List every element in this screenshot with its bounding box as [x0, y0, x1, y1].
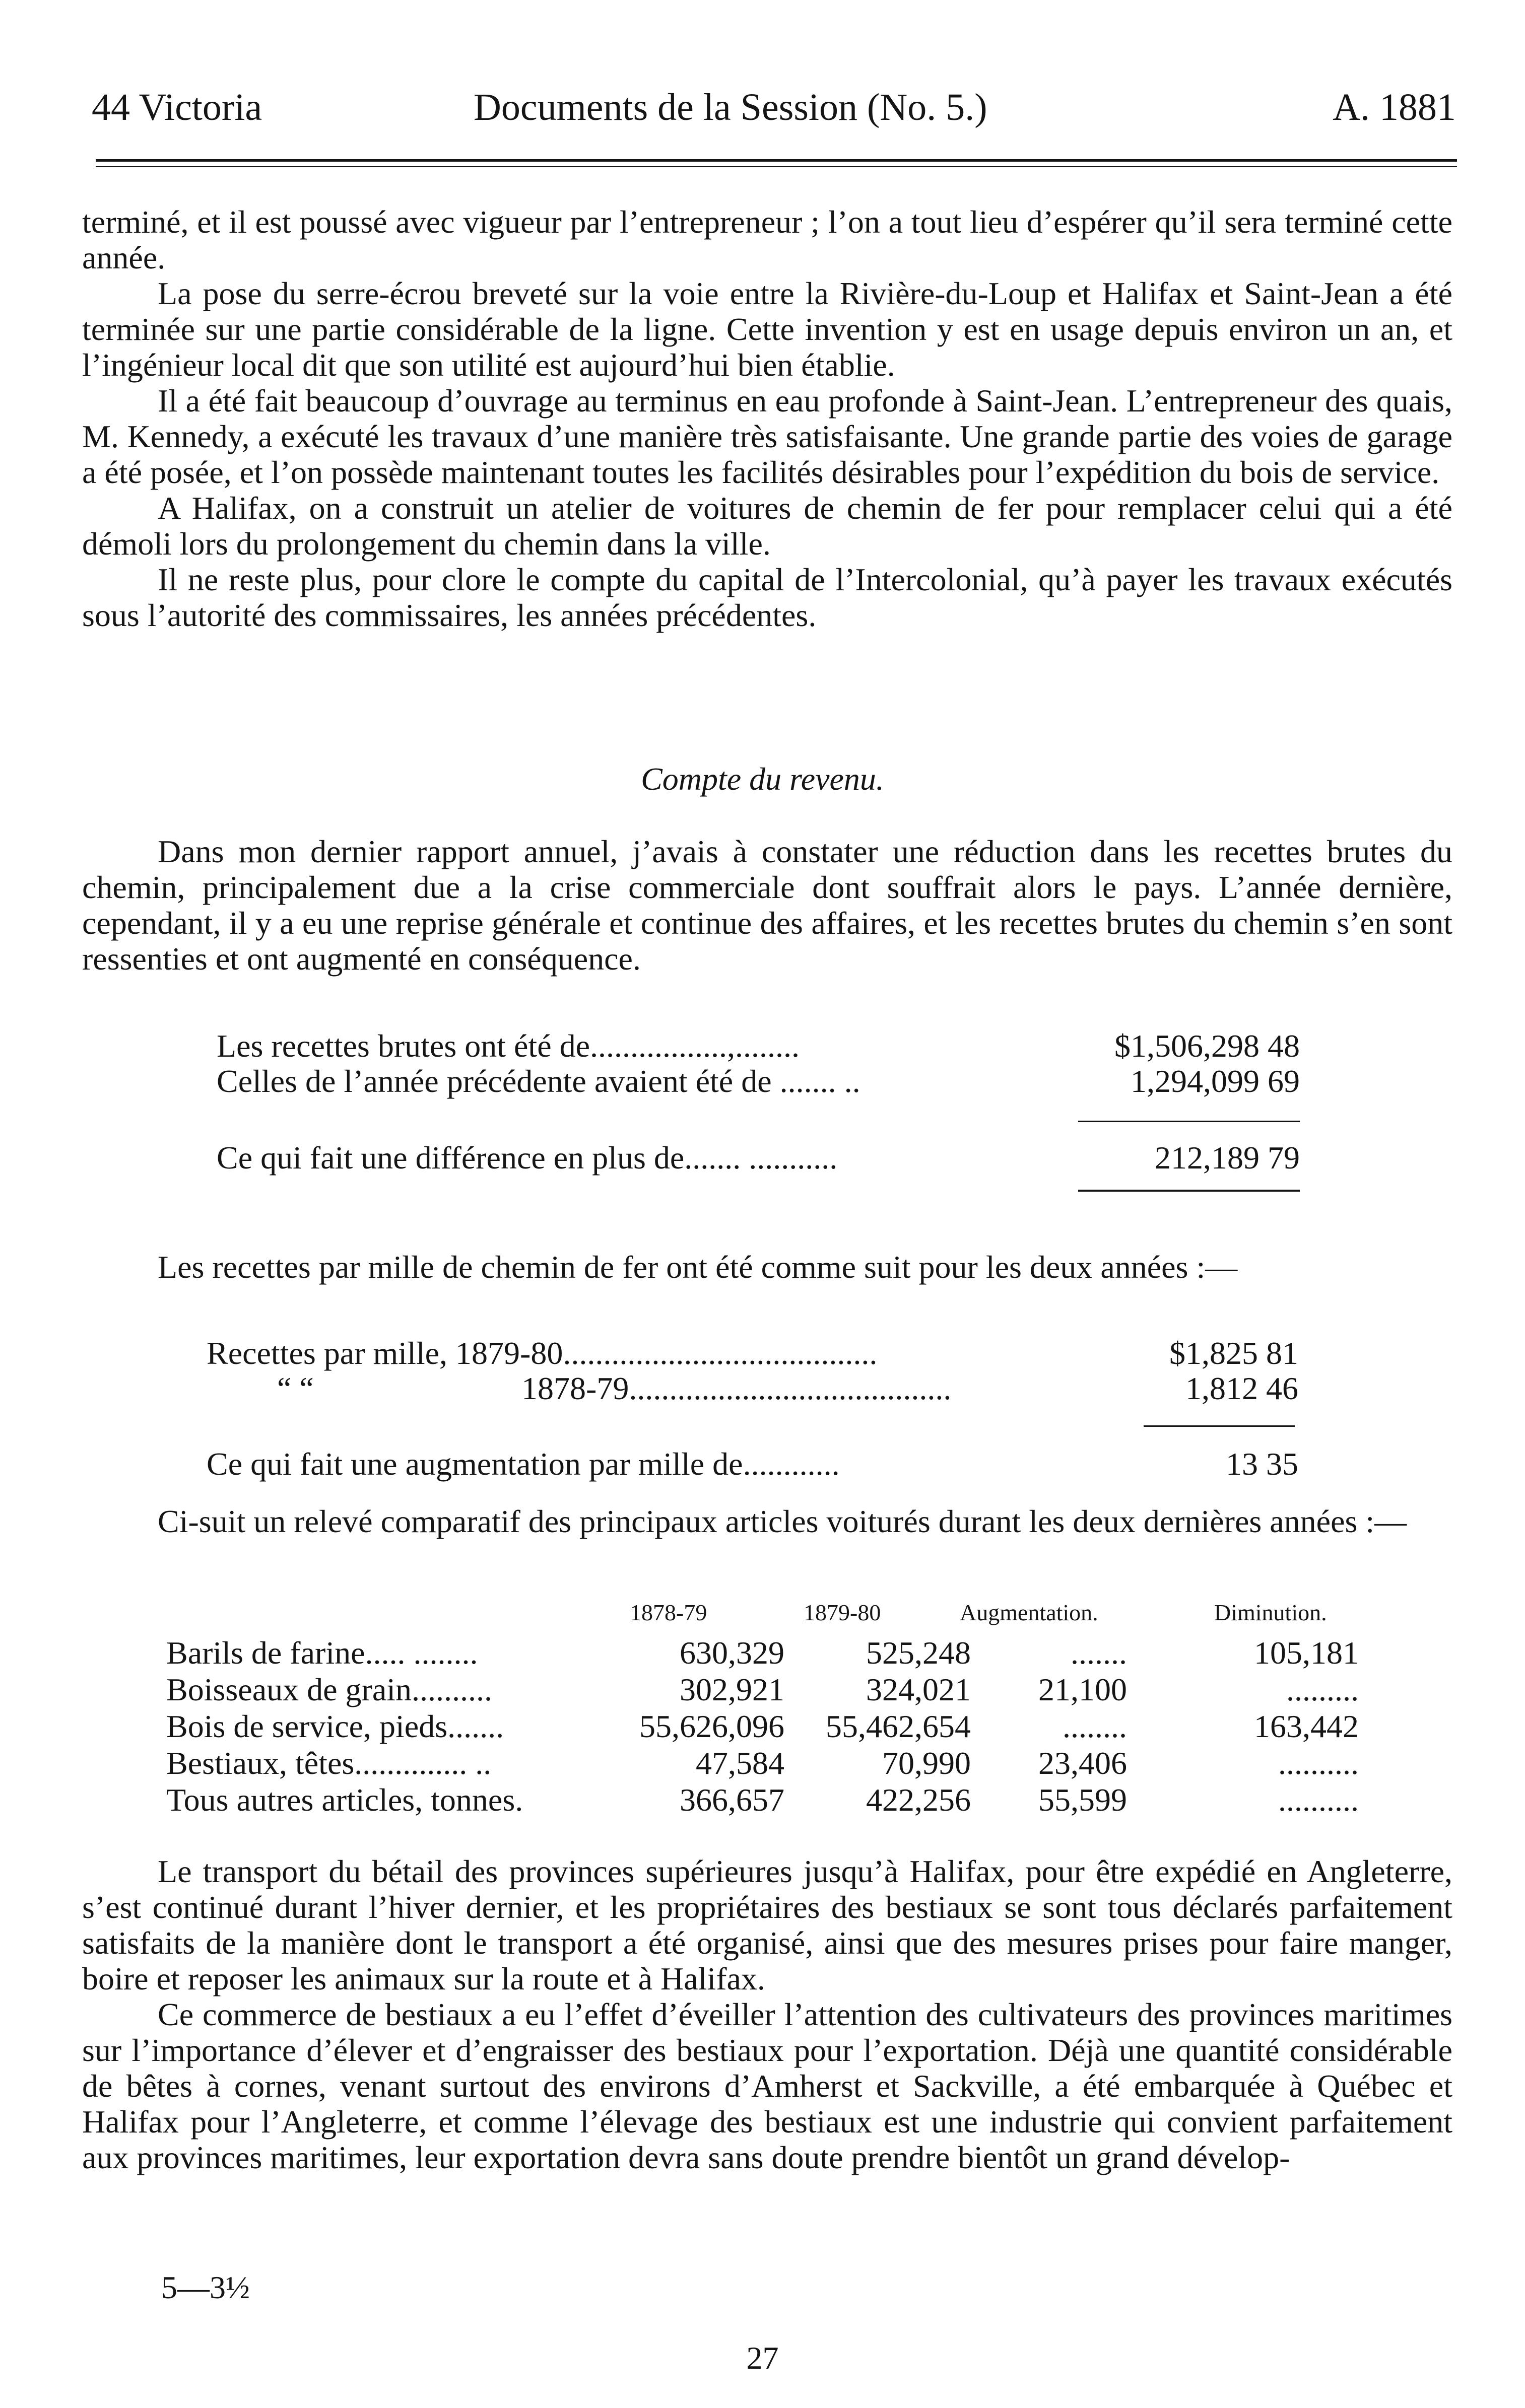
- cell-1878: 302,921: [680, 1672, 784, 1707]
- cell-1878: 366,657: [680, 1782, 784, 1818]
- row-label: Bestiaux, têtes.............. ..: [166, 1745, 492, 1781]
- cell-augmentation: 23,406: [1038, 1745, 1127, 1781]
- cell-diminution: 105,181: [1254, 1635, 1359, 1671]
- cell-1879: 55,462,654: [826, 1708, 971, 1744]
- per-mile-row1-label: Recettes par mille, 1879-80.......................................: [207, 1335, 878, 1371]
- paragraph: Il a été fait beaucoup d’ouvrage au terminus en eau profonde à Saint-Jean. L’entrepreneur des quais, M. Kennedy, a exécuté les travaux d’une manière très satisfaisante. Une grande partie des voies de garage a été posée, et l’on possède maintenant toutes les facilités désirables pour l’expédition du bois de service.: [82, 383, 1452, 490]
- body-text-revenue: [82, 834, 1452, 977]
- paragraph: La pose du serre-écrou breveté sur la voie entre la Rivière-du-Loup et Halifax et Saint-Jean a été terminée sur une partie considérable de la ligne. Cette invention y est en usage depuis environ un an, et l’ingénieur local dit que son utilité est aujourd’hui bien établie.: [82, 276, 1452, 383]
- total-rule: [1078, 1190, 1300, 1192]
- paragraph: Ce commerce de bestiaux a eu l’effet d’éveiller l’attention des cultivateurs des provinces maritimes sur l’importance d’élever et d’engraisser des bestiaux pour l’exportation. Déjà une quantité considérable de bêtes à cornes, venant surtout des environs d’Amherst et Sackville, a été embarquée à Québec et Halifax pour l’Angleterre, et comme l’élevage des bestiaux est une industrie qui convient parfaitement aux provinces maritimes, leur exportation devra sans doute prendre bientôt un grand dévelop-: [82, 1997, 1452, 2175]
- cell-diminution: 163,442: [1254, 1708, 1359, 1744]
- body-text-per-mile: [82, 1249, 1452, 1285]
- cell-1879: 525,248: [866, 1635, 971, 1671]
- cell-diminution: ..........: [1278, 1782, 1359, 1818]
- paragraph: Ci-suit un relevé comparatif des principaux articles voiturés durant les deux dernières années :—: [158, 1503, 1407, 1539]
- ditto-marks: “ “: [277, 1370, 314, 1406]
- column-header: 1879-80: [804, 1600, 881, 1625]
- cell-1878: 630,329: [680, 1635, 784, 1671]
- header-rule-thick: [96, 159, 1457, 162]
- cell-diminution: .........: [1286, 1672, 1359, 1707]
- header-year: A. 1881: [1333, 86, 1456, 128]
- receipts-difference-label: Ce qui fait une différence en plus de....... ...........: [217, 1140, 838, 1176]
- section-subheading: Compte du revenu.: [641, 761, 884, 797]
- body-text-table-intro: [82, 1503, 1452, 1539]
- paragraph: Les recettes par mille de chemin de fer ont été comme suit pour les deux années :—: [158, 1249, 1238, 1285]
- per-mile-row2-label: 1878-79........................................: [521, 1370, 952, 1406]
- paragraph: Le transport du bétail des provinces supérieures jusqu’à Halifax, pour être expédié en Angleterre, s’est continué durant l’hiver dernier, et les propriétaires des bestiaux se sont tous déclarés parfaitement satisfaits de la manière dont le transport a été organisé, ainsi que des mesures prises pour faire manger, boire et reposer les animaux sur la route et à Halifax.: [82, 1853, 1452, 1997]
- row-label: Boisseaux de grain..........: [166, 1672, 492, 1707]
- cell-augmentation: 55,599: [1038, 1782, 1127, 1818]
- per-mile-difference-value: 13 35: [1226, 1446, 1298, 1482]
- cell-augmentation: .......: [1071, 1635, 1127, 1671]
- gross-receipts-label: Les recettes brutes ont été de.................,........: [217, 1028, 800, 1064]
- per-mile-sum-rule: [1144, 1425, 1295, 1427]
- row-label: Tous autres articles, tonnes.: [166, 1782, 523, 1818]
- cell-diminution: ..........: [1278, 1745, 1359, 1781]
- header-title: Documents de la Session (No. 5.): [474, 86, 987, 128]
- column-header: 1878-79: [630, 1600, 707, 1625]
- previous-receipts-value: 1,294,099 69: [1131, 1063, 1300, 1099]
- per-mile-row2-value: 1,812 46: [1185, 1370, 1298, 1406]
- paragraph: terminé, et il est poussé avec vigueur par l’entrepreneur ; l’on a tout lieu d’espérer qu’il sera terminé cette année.: [82, 204, 1452, 276]
- cell-1879: 324,021: [866, 1672, 971, 1707]
- cell-1879: 422,256: [866, 1782, 971, 1818]
- per-mile-difference-label: Ce qui fait une augmentation par mille de............: [207, 1446, 840, 1482]
- body-text-bottom: [82, 1853, 1452, 2175]
- paragraph: A Halifax, on a construit un atelier de voitures de chemin de fer pour remplacer celui qui a été démoli lors du prolongement du chemin dans la ville.: [82, 490, 1452, 562]
- column-header: Augmentation.: [960, 1600, 1098, 1625]
- running-header: [0, 86, 1525, 131]
- cell-1878: 47,584: [696, 1745, 784, 1781]
- cell-augmentation: ........: [1063, 1708, 1127, 1744]
- header-volume: 44 Victoria: [92, 86, 262, 128]
- cell-1878: 55,626,096: [639, 1708, 784, 1744]
- signature-mark: 5—3½: [161, 2269, 250, 2305]
- paragraph: Dans mon dernier rapport annuel, j’avais à constater une réduction dans les recettes brutes du chemin, principalement due a la crise commerciale dont souffrait alors le pays. L’année dernière, cependant, il y a eu une reprise générale et continue des affaires, et les recettes brutes du chemin s’en sont ressenties et ont augmenté en conséquence.: [82, 834, 1452, 977]
- previous-receipts-label: Celles de l’année précédente avaient été de ....... ..: [217, 1063, 860, 1099]
- row-label: Bois de service, pieds.......: [166, 1708, 504, 1744]
- gross-receipts-value: $1,506,298 48: [1114, 1028, 1300, 1064]
- row-label: Barils de farine..... ........: [166, 1635, 478, 1671]
- sum-rule: [1078, 1121, 1300, 1122]
- cell-1879: 70,990: [882, 1745, 971, 1781]
- header-rule-thin: [96, 166, 1457, 167]
- paragraph: Il ne reste plus, pour clore le compte du capital de l’Intercolonial, qu’à payer les travaux exécutés sous l’autorité des commissaires, les années précédentes.: [82, 562, 1452, 633]
- page-number: 27: [746, 2340, 779, 2376]
- cell-augmentation: 21,100: [1038, 1672, 1127, 1707]
- per-mile-row1-value: $1,825 81: [1169, 1335, 1298, 1371]
- receipts-difference-value: 212,189 79: [1155, 1140, 1300, 1176]
- body-text-top: [82, 204, 1452, 633]
- column-header: Diminution.: [1214, 1600, 1327, 1625]
